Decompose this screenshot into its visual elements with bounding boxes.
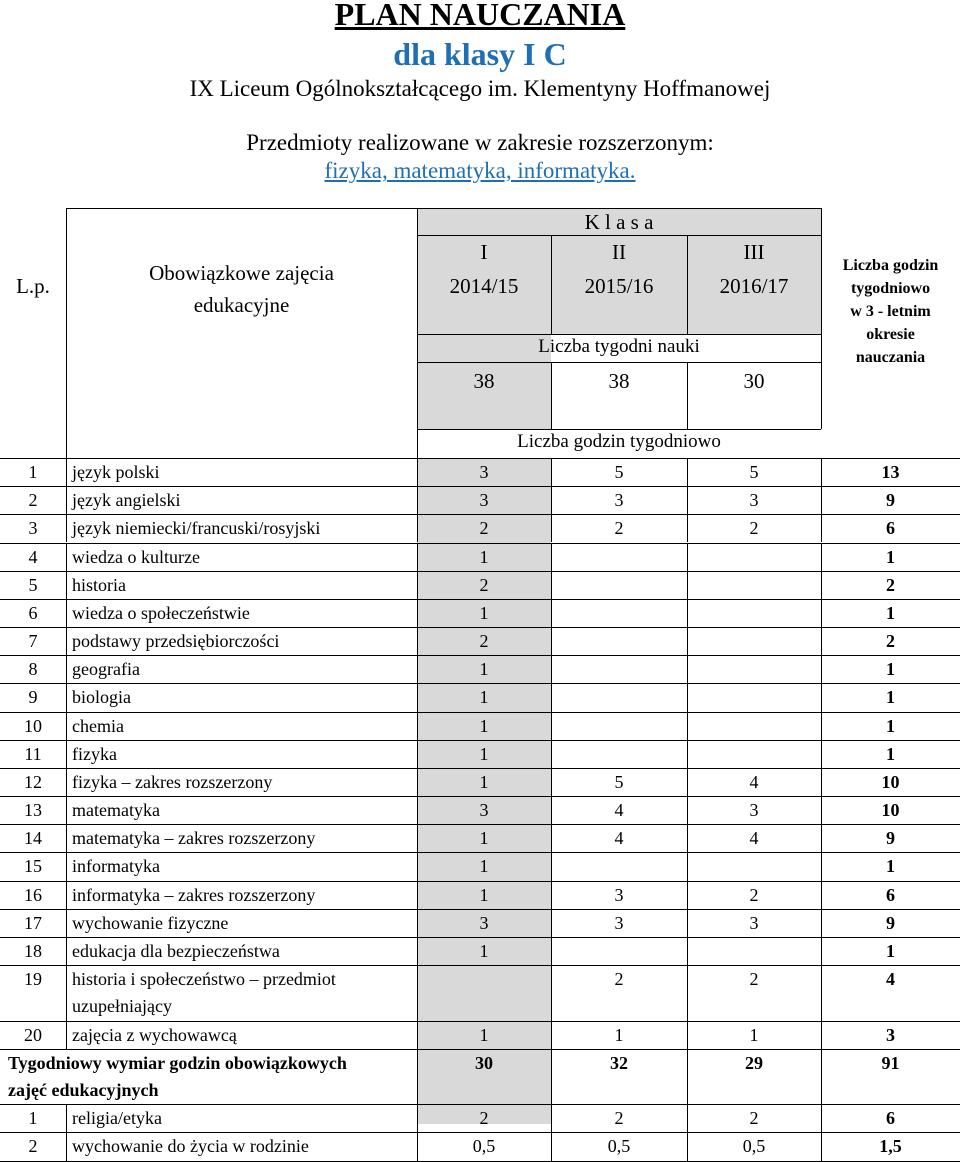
weeks-col2: 38 (608, 369, 630, 393)
row-subject: informatyka (72, 856, 160, 877)
row-col1-hours: 1 (479, 856, 489, 877)
row-col3-hours: 3 (749, 490, 759, 511)
row-subject: chemia (72, 715, 124, 736)
total-header-5: nauczania (855, 349, 926, 366)
row-subject: język niemiecki/francuski/rosyjski (72, 518, 321, 539)
row-total-hours: 1 (886, 687, 895, 708)
row-col2-hours: 32 (610, 1052, 628, 1073)
hours-label: Liczba godzin tygodniowo (517, 431, 721, 452)
klasa-header: K l a s a (584, 210, 654, 234)
row-number: 15 (24, 856, 42, 877)
row-number: 9 (28, 687, 38, 708)
row-number: 4 (28, 546, 38, 567)
row-col2-hours: 5 (614, 462, 624, 482)
weeks-col1: 38 (473, 369, 495, 393)
row-number: 1 (28, 1108, 38, 1129)
row-col1-hours: 3 (479, 800, 489, 821)
row-col1-hours: 3 (479, 912, 489, 933)
row-subject: matematyka – zakres rozszerzony (72, 828, 316, 849)
row-col2-hours: 1 (614, 1024, 624, 1045)
row-number: 3 (28, 518, 38, 539)
row-col2-hours: 4 (614, 800, 624, 821)
row-col3-hours: 2 (749, 1108, 759, 1129)
row-total-hours: 13 (881, 462, 900, 482)
row-col1-hours: 1 (479, 771, 489, 792)
row-col1-hours: 3 (479, 462, 489, 482)
row-number: 20 (24, 1024, 42, 1045)
row-subject: język polski (72, 462, 160, 482)
class-name: dla klasy I C (393, 36, 567, 72)
row-col1-hours: 2 (479, 574, 489, 595)
row-subject: wychowanie fizyczne (72, 912, 229, 933)
row-number: 7 (28, 631, 38, 652)
row-col3-hours: 2 (749, 969, 759, 990)
row-col3-hours: 4 (749, 828, 759, 849)
row-total-hours: 1 (886, 715, 895, 736)
row-total-hours: 10 (881, 771, 900, 792)
col1-year: 2014/15 (449, 274, 519, 298)
row-col1-hours: 1 (479, 715, 489, 736)
row-col3-hours: 2 (749, 518, 759, 539)
row-number: 5 (28, 574, 38, 595)
row-col3-hours: 0,5 (742, 1136, 766, 1157)
row-col3-hours: 4 (749, 771, 759, 792)
row-total-hours: 1,5 (879, 1136, 902, 1157)
subject-header-line2: edukacyjne (193, 293, 290, 317)
row-col1-hours: 1 (479, 546, 489, 567)
row-col1-hours: 2 (479, 518, 489, 539)
row-total-hours: 10 (881, 800, 900, 821)
row-subject: biologia (72, 687, 131, 708)
row-subject: fizyka – zakres rozszerzony (72, 771, 273, 792)
row-col2-hours: 5 (614, 771, 624, 792)
weeks-col3: 30 (743, 369, 765, 393)
row-col3-hours: 2 (749, 884, 759, 905)
row-col2-hours: 2 (614, 518, 624, 539)
row-col1-hours: 2 (479, 631, 489, 652)
row-col2-hours: 2 (614, 969, 624, 990)
row-subject-line2: uzupełniający (72, 996, 172, 1017)
row-number: 17 (24, 912, 42, 933)
row-number: 19 (24, 969, 42, 990)
row-subject: podstawy przedsiębiorczości (72, 631, 280, 652)
row-total-hours: 1 (886, 743, 895, 764)
col1-roman: I (480, 240, 488, 264)
row-subject: fizyka (72, 743, 117, 764)
row-total-hours: 9 (886, 828, 895, 849)
extended-intro: Przedmioty realizowane w zakresie rozszerzonym: (246, 130, 714, 155)
total-header-4: okresie (866, 326, 915, 343)
row-subject: historia (72, 574, 126, 595)
row-total-hours: 6 (886, 884, 895, 905)
total-header-1: Liczba godzin (842, 257, 939, 274)
row-total-hours: 1 (886, 659, 895, 680)
row-subject: wiedza o kulturze (72, 546, 200, 567)
row-col1-hours: 2 (479, 1108, 489, 1129)
row-col1-hours: 30 (475, 1052, 493, 1073)
total-header-2: tygodniowo (850, 280, 931, 297)
row-col1-hours: 1 (479, 1024, 489, 1045)
row-number: 2 (28, 1136, 38, 1157)
row-col1-hours: 1 (479, 687, 489, 708)
row-number: 8 (28, 659, 38, 680)
col2-roman: II (612, 240, 626, 264)
row-number: 14 (24, 828, 42, 849)
row-total-hours: 91 (881, 1052, 900, 1073)
row-number: 16 (24, 884, 42, 905)
row-number: 11 (24, 743, 42, 764)
row-col2-hours: 2 (614, 1108, 624, 1129)
col3-year: 2016/17 (719, 274, 789, 298)
extended-subjects: fizyka, matematyka, informatyka. (324, 158, 636, 183)
row-number: 13 (24, 800, 42, 821)
row-col1-hours: 1 (479, 828, 489, 849)
col2-year: 2015/16 (584, 274, 654, 298)
row-total-hours: 3 (886, 1024, 895, 1045)
school-name: IX Liceum Ogólnokształcącego im. Klementyny Hoffmanowej (189, 76, 771, 101)
row-col1-hours: 0,5 (472, 1136, 496, 1157)
total-header-3: w 3 - letnim (850, 303, 931, 320)
row-number: 12 (24, 771, 42, 792)
row-col3-hours: 29 (745, 1052, 763, 1073)
row-subject: informatyka – zakres rozszerzony (72, 884, 316, 905)
row-total-hours: 1 (886, 856, 895, 877)
row-col2-hours: 3 (614, 884, 624, 905)
row-col3-hours: 1 (749, 1024, 759, 1045)
row-subject-line1: historia i społeczeństwo – przedmiot (72, 969, 336, 990)
row-total-hours: 9 (886, 912, 895, 933)
row-col3-hours: 3 (749, 912, 759, 933)
row-col3-hours: 5 (749, 462, 759, 482)
row-col2-hours: 3 (614, 912, 624, 933)
row-subject: geografia (72, 659, 140, 680)
page-title: PLAN NAUCZANIA (334, 0, 626, 32)
row-col2-hours: 3 (614, 490, 624, 511)
row-total-hours: 1 (886, 546, 895, 567)
row-col2-hours: 0,5 (607, 1136, 631, 1157)
row-number: 1 (28, 462, 38, 482)
row-subject: zajęcia z wychowawcą (72, 1024, 237, 1045)
row-col1-hours: 1 (479, 602, 489, 623)
row-number: 18 (24, 940, 42, 961)
row-total-hours: 9 (886, 490, 895, 511)
row-number: 6 (28, 602, 38, 623)
row-subject: wychowanie do życia w rodzinie (72, 1136, 309, 1157)
row-col1-hours: 3 (479, 490, 489, 511)
row-subject: religia/etyka (72, 1108, 162, 1129)
row-total-hours: 2 (886, 574, 895, 595)
row-col3-hours: 3 (749, 800, 759, 821)
row-total-hours: 1 (886, 602, 895, 623)
row-col1-hours: 1 (479, 743, 489, 764)
col3-roman: III (743, 240, 765, 264)
row-col1-hours: 1 (479, 659, 489, 680)
row-subject: język angielski (72, 490, 181, 511)
row-subject: matematyka (72, 800, 160, 821)
row-total-hours: 4 (886, 969, 895, 990)
row-subject: edukacja dla bezpieczeństwa (72, 940, 280, 961)
row-col1-hours: 1 (479, 884, 489, 905)
lp-header: L.p. (16, 274, 50, 298)
weeks-label: Liczba tygodni nauki (538, 336, 700, 357)
row-number: 10 (24, 715, 42, 736)
subject-header-line1: Obowiązkowe zajęcia (149, 261, 334, 285)
row-subject: wiedza o społeczeństwie (72, 602, 250, 623)
summary-label-line2: zajęć edukacyjnych (8, 1079, 159, 1100)
row-total-hours: 6 (886, 1108, 895, 1129)
row-col1-hours: 1 (479, 940, 489, 961)
row-col2-hours: 4 (614, 828, 624, 849)
row-number: 2 (28, 490, 38, 511)
row-total-hours: 2 (886, 631, 895, 652)
row-total-hours: 6 (886, 518, 895, 539)
row-total-hours: 1 (886, 940, 895, 961)
summary-label-line1: Tygodniowy wymiar godzin obowiązkowych (8, 1052, 347, 1073)
